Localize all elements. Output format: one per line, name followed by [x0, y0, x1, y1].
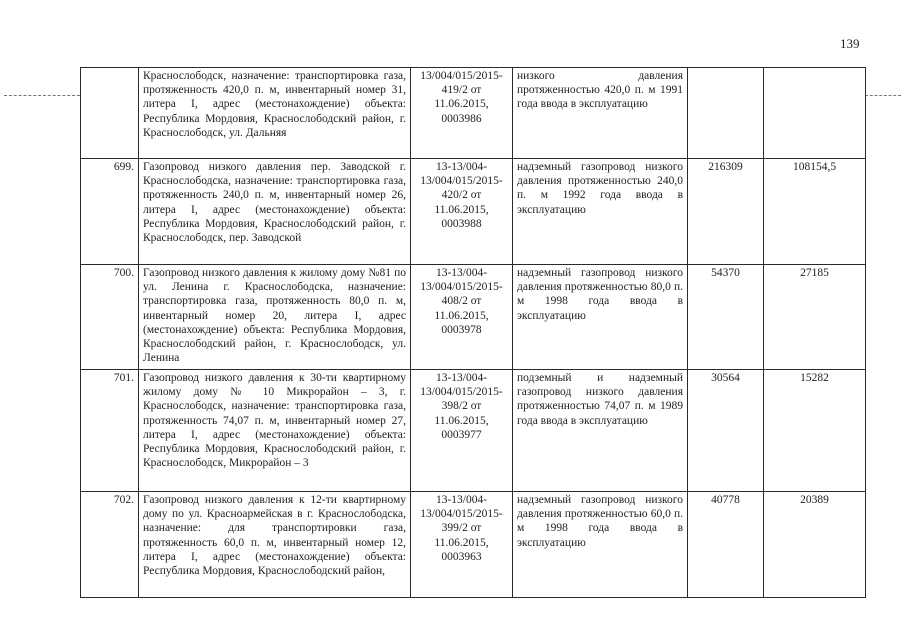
object-characteristics: надземный газопровод низкого давления протяженностью 240,0 п. м 1992 года ввода в эксплуатацию: [513, 159, 688, 265]
registration-record: 13/004/015/2015-419/2 от 11.06.2015, 0003986: [411, 68, 513, 159]
table-row: [81, 159, 866, 265]
book-value: 216309: [688, 159, 764, 265]
property-register-table: [80, 67, 866, 598]
table-row: [81, 68, 866, 159]
object-description: Газопровод низкого давления пер. Заводской г. Краснослободска, назначение: транспортировка газа, протяженность 240,0 п. м, инвентарный номер 26, литера I, адрес (местонахождение) объекта: Республика Мордовия, Краснослободский район, г. Краснослободск, пер. Заводской: [139, 159, 411, 265]
book-value: 30564: [688, 370, 764, 492]
row-number: 702.: [81, 492, 139, 598]
registration-record: 13-13/004-13/004/015/2015-399/2 от 11.06.2015, 0003963: [411, 492, 513, 598]
residual-value: 27185: [764, 265, 866, 370]
residual-value: 20389: [764, 492, 866, 598]
object-description: Газопровод низкого давления к 12-ти квартирному дому по ул. Красноармейская в г. Краснослободска, назначение: для транспортировки газа, протяженность 60,0 п. м, инвентарный номер 12, литера I, адрес (местонахождение) объекта: Республика Мордовия, Краснослободский район,: [139, 492, 411, 598]
table-row: [81, 492, 866, 598]
registration-record: 13-13/004-13/004/015/2015-420/2 от 11.06.2015, 0003988: [411, 159, 513, 265]
residual-value: 108154,5: [764, 159, 866, 265]
residual-value: [764, 68, 866, 159]
object-description: Краснослободск, назначение: транспортировка газа, протяженность 420,0 п. м, инвентарный номер 31, литера I, адрес (местонахождение) объекта: Республика Мордовия, Краснослободский район, г. Краснослободск, ул. Дальняя: [139, 68, 411, 159]
book-value: [688, 68, 764, 159]
registration-record: 13-13/004-13/004/015/2015-398/2 от 11.06.2015, 0003977: [411, 370, 513, 492]
margin-mark-left: [4, 95, 80, 96]
row-number: 701.: [81, 370, 139, 492]
table-row: [81, 265, 866, 370]
margin-mark-right: [865, 95, 901, 96]
book-value: 40778: [688, 492, 764, 598]
row-number: [81, 68, 139, 159]
residual-value: 15282: [764, 370, 866, 492]
book-value: 54370: [688, 265, 764, 370]
page-number: 139: [840, 36, 860, 51]
registration-record: 13-13/004-13/004/015/2015-408/2 от 11.06.2015, 0003978: [411, 265, 513, 370]
object-characteristics: надземный газопровод низкого давления протяженностью 80,0 п. м 1998 года ввода в эксплуатацию: [513, 265, 688, 370]
object-characteristics: надземный газопровод низкого давления протяженностью 60,0 п. м 1998 года ввода в эксплуатацию: [513, 492, 688, 598]
object-characteristics: подземный и надземный газопровод низкого давления протяженностью 74,07 п. м 1989 года ввода в эксплуатацию: [513, 370, 688, 492]
row-number: 699.: [81, 159, 139, 265]
object-characteristics: низкого давления протяженностью 420,0 п. м 1991 года ввода в эксплуатацию: [513, 68, 688, 159]
object-description: Газопровод низкого давления к жилому дому №81 по ул. Ленина г. Краснослободска, назначение: транспортировка газа, протяженность 80,0 п. м, инвентарный номер 20, литера I, адрес (местонахождение) объекта: Республика Мордовия, Краснослободский район, г. Краснослободск, ул. Ленина: [139, 265, 411, 370]
object-description: Газопровод низкого давления к 30-ти квартирному жилому дому № 10 Микрорайон – 3, г. Краснослободск, назначение: транспортировка газа, протяженность 74,07 п. м, инвентарный номер 27, литера I, адрес (местонахождение) объекта: Республика Мордовия, Краснослободский район, г. Краснослободск, Микрорайон – 3: [139, 370, 411, 492]
table-row: [81, 370, 866, 492]
row-number: 700.: [81, 265, 139, 370]
